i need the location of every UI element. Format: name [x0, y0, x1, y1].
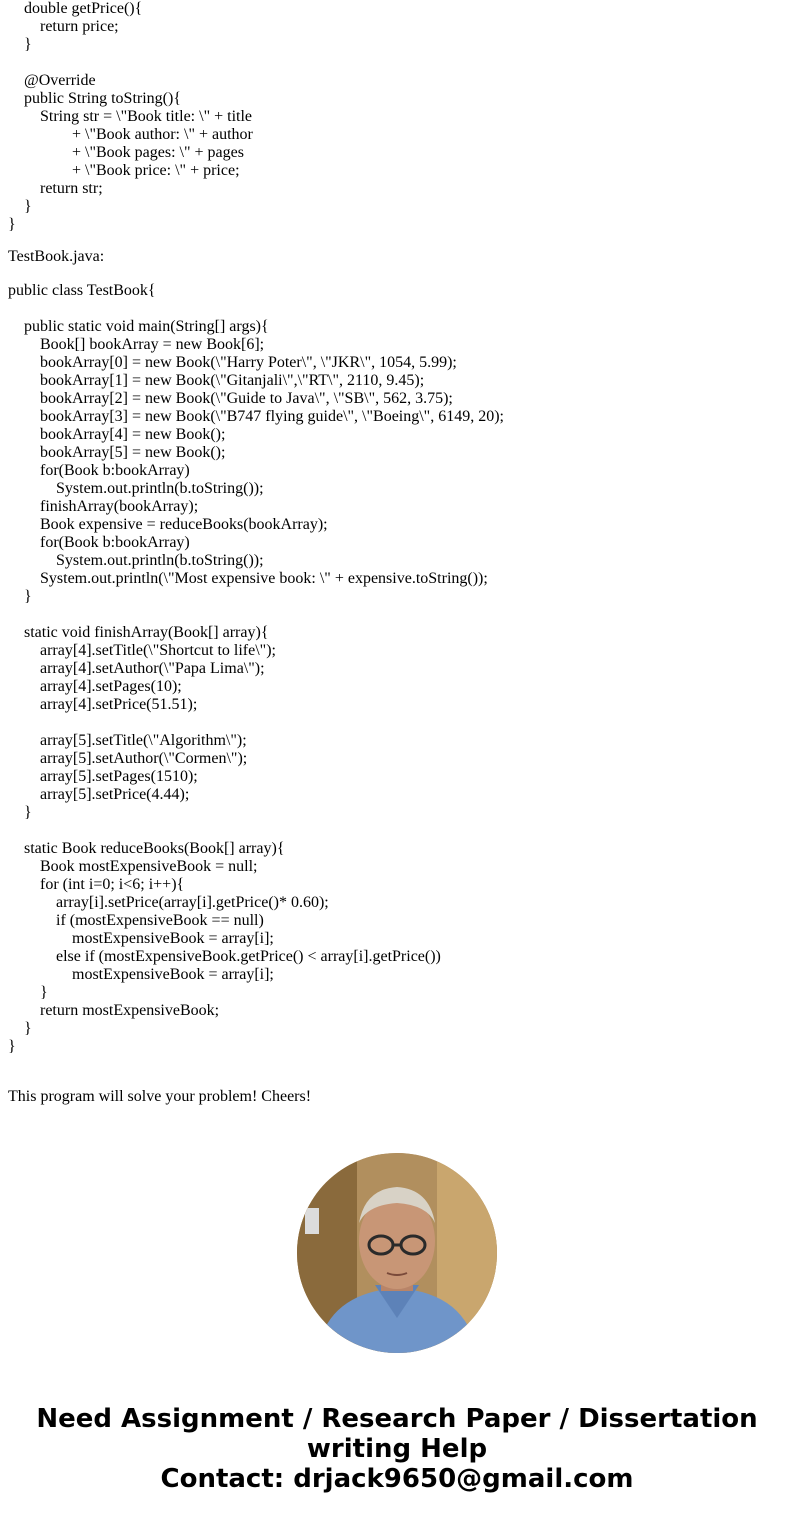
- code-line: public String toString(){: [8, 90, 182, 107]
- code-line: String str = \"Book title: \" + title: [8, 108, 252, 125]
- code-line: return str;: [8, 180, 103, 197]
- code-line: return price;: [8, 18, 119, 35]
- code-line: System.out.println(\"Most expensive book: \" + expensive.toString());: [8, 570, 488, 587]
- code-line: array[5].setAuthor(\"Cormen\");: [8, 750, 248, 767]
- code-line: }: [8, 1020, 32, 1037]
- code-line: double getPrice(){: [8, 0, 143, 17]
- code-line: bookArray[1] = new Book(\"Gitanjali\",\"RT\", 2110, 9.45);: [8, 372, 425, 389]
- author-avatar: [297, 1153, 497, 1353]
- code-line: + \"Book pages: \" + pages: [8, 144, 244, 161]
- code-line: [8, 822, 504, 840]
- code-line: }: [8, 216, 16, 233]
- code-line: for(Book b:bookArray): [8, 534, 190, 551]
- code-line: array[5].setPrice(4.44);: [8, 786, 190, 803]
- code-line: System.out.println(b.toString());: [8, 480, 264, 497]
- code-line: + \"Book author: \" + author: [8, 126, 253, 143]
- code-line: mostExpensiveBook = array[i];: [8, 930, 274, 947]
- banner-line-3: Contact: drjack9650@gmail.com: [160, 1464, 634, 1494]
- code-line: public static void main(String[] args){: [8, 318, 269, 335]
- code-line: System.out.println(b.toString());: [8, 552, 264, 569]
- code-line: }: [8, 1038, 16, 1055]
- code-line: array[5].setTitle(\"Algorithm\");: [8, 732, 247, 749]
- code-line: [8, 714, 504, 732]
- code-line: bookArray[3] = new Book(\"B747 flying guide\", \"Boeing\", 6149, 20);: [8, 408, 504, 425]
- code-line: @Override: [8, 72, 96, 89]
- portrait-photo: [297, 1153, 497, 1353]
- code-line: }: [8, 588, 32, 605]
- code-line: bookArray[2] = new Book(\"Guide to Java\", \"SB\", 562, 3.75);: [8, 390, 453, 407]
- banner-line-2: writing Help: [306, 1434, 488, 1464]
- code-line: Book mostExpensiveBook = null;: [8, 858, 258, 875]
- code-line: public class TestBook{: [8, 282, 156, 299]
- code-line: static void finishArray(Book[] array){: [8, 624, 269, 641]
- code-line: mostExpensiveBook = array[i];: [8, 966, 274, 983]
- code-line: array[4].setPages(10);: [8, 678, 182, 695]
- code-line: array[5].setPages(1510);: [8, 768, 198, 785]
- code-line: [8, 54, 253, 72]
- code-line: return mostExpensiveBook;: [8, 1002, 220, 1019]
- code-line: bookArray[0] = new Book(\"Harry Poter\", \"JKR\", 1054, 5.99);: [8, 354, 457, 371]
- code-line: static Book reduceBooks(Book[] array){: [8, 840, 285, 857]
- code-line: finishArray(bookArray);: [8, 498, 199, 515]
- code-line: [8, 300, 504, 318]
- banner-line-1: Need Assignment / Research Paper / Dissertation: [36, 1404, 758, 1434]
- code-block-top: [8, 0, 253, 234]
- code-line: Book[] bookArray = new Book[6];: [8, 336, 265, 353]
- code-line: bookArray[5] = new Book();: [8, 444, 226, 461]
- code-line: Book expensive = reduceBooks(bookArray);: [8, 516, 328, 533]
- code-line: }: [8, 804, 32, 821]
- code-line: for (int i=0; i<6; i++){: [8, 876, 185, 893]
- code-line: if (mostExpensiveBook == null): [8, 912, 264, 929]
- code-block-testbook: [8, 282, 504, 1056]
- file-label: TestBook.java:: [8, 248, 105, 265]
- code-line: array[4].setAuthor(\"Papa Lima\");: [8, 660, 265, 677]
- code-line: [8, 606, 504, 624]
- code-line: + \"Book price: \" + price;: [8, 162, 240, 179]
- code-line: array[4].setTitle(\"Shortcut to life\");: [8, 642, 276, 659]
- code-line: bookArray[4] = new Book();: [8, 426, 226, 443]
- code-line: array[i].setPrice(array[i].getPrice()* 0.60);: [8, 894, 329, 911]
- code-line: else if (mostExpensiveBook.getPrice() < array[i].getPrice()): [8, 948, 441, 965]
- code-line: for(Book b:bookArray): [8, 462, 190, 479]
- code-line: array[4].setPrice(51.51);: [8, 696, 198, 713]
- closing-note: This program will solve your problem! Cheers!: [8, 1088, 312, 1105]
- contact-banner: [0, 1404, 794, 1494]
- code-line: }: [8, 198, 32, 215]
- code-line: }: [8, 984, 48, 1001]
- code-line: }: [8, 36, 32, 53]
